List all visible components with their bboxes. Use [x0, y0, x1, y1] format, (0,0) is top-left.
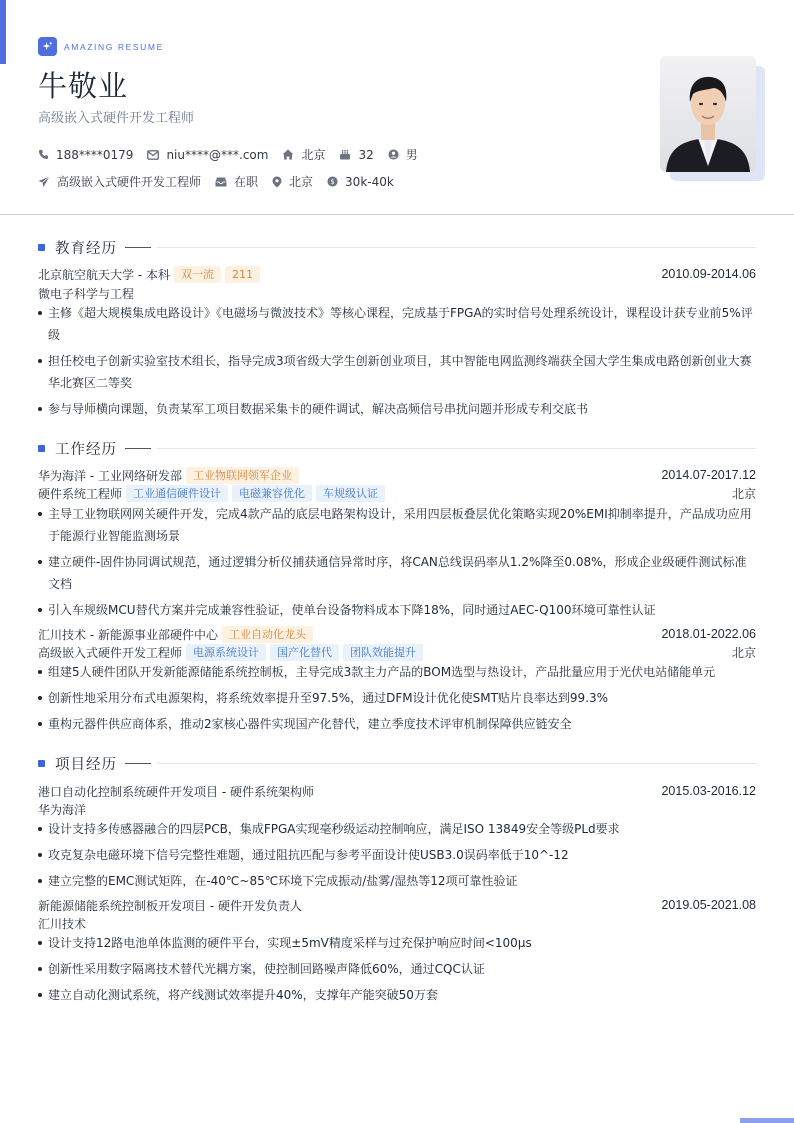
city-value: 北京	[301, 148, 326, 162]
work-role-row	[38, 643, 756, 661]
status-item	[215, 173, 258, 190]
list-item: 设计支持多传感器融合的四层PCB，集成FPGA实现毫秒级运动控制响应，满足ISO 13849安全等级PLd要求	[38, 818, 756, 840]
phone-value: 188****0179	[56, 147, 134, 162]
project-org: 汇川技术	[38, 916, 87, 931]
list-item: 组建5人硬件团队开发新能源储能系统控制板，主导完成3款主力产品的BOM选型与热设计，产品批量应用于光伏电站储能单元	[38, 661, 756, 683]
education-date: 2010.09-2014.06	[661, 267, 756, 281]
work-bullets	[38, 661, 756, 739]
email-value: niu****@***.com	[166, 147, 269, 162]
phone-icon	[38, 149, 49, 160]
company-name: 汇川技术 - 新能源事业部硬件中心	[38, 627, 218, 642]
section-title: 项目经历	[55, 756, 117, 773]
home-icon	[282, 149, 294, 160]
section-bullet	[38, 760, 45, 767]
left-accent-bar	[0, 0, 6, 64]
list-item: 主修《超大规模集成电路设计》《电磁场与微波技术》等核心课程，完成基于FPGA的实时信号处理系统设计，课程设计获专业前5%评级	[38, 302, 756, 346]
sparkle-icon	[38, 37, 57, 56]
section-education	[38, 237, 756, 257]
mail-icon	[147, 150, 159, 160]
project-date: 2019.05-2021.08	[661, 898, 756, 912]
section-projects	[38, 753, 756, 773]
contact-row-2	[38, 173, 408, 190]
gender-value: 男	[405, 148, 418, 162]
work-header	[38, 625, 756, 643]
school-tag: 双一流	[174, 266, 221, 283]
cake-icon	[339, 149, 351, 160]
role-tag: 国产化替代	[270, 644, 339, 661]
location-pin-icon	[272, 176, 282, 188]
company-tag: 工业自动化龙头	[222, 626, 313, 643]
list-item: 建立硬件-固件协同调试规范，通过逻辑分析仪捕获通信异常时序，将CAN总线误码率从1.2%降至0.08%，形成企业级硬件测试标准文档	[38, 551, 756, 595]
brand	[38, 37, 164, 56]
project-org: 华为海洋	[38, 802, 87, 817]
age-item	[339, 148, 373, 162]
status-value: 在职	[234, 175, 259, 189]
section-title: 工作经历	[55, 441, 117, 458]
section-work	[38, 438, 756, 458]
role-tag: 工业通信硬件设计	[126, 485, 228, 502]
list-item: 参与导师横向课题，负责某军工项目数据采集卡的硬件调试，解决高频信号串扰问题并形成专利交底书	[38, 398, 756, 420]
target-position-item	[38, 173, 201, 190]
list-item: 攻克复杂电磁环境下信号完整性难题，通过阻抗匹配与参考平面设计使USB3.0误码率低于10^-12	[38, 844, 756, 866]
project-header	[38, 896, 756, 914]
section-title: 教育经历	[55, 240, 117, 257]
section-bullet	[38, 445, 45, 452]
project-bullets	[38, 932, 756, 1010]
project-bullets	[38, 818, 756, 896]
work-header	[38, 466, 756, 484]
profile-photo	[660, 56, 756, 172]
candidate-name: 牛敬业	[38, 69, 129, 103]
gender-item	[388, 146, 418, 163]
coin-icon	[327, 176, 338, 187]
list-item: 创新性地采用分布式电源架构，将系统效率提升至97.5%，通过DFM设计优化使SMT贴片良率达到99.3%	[38, 687, 756, 709]
email-item	[147, 148, 268, 162]
education-header	[38, 265, 756, 283]
school-name: 北京航空航天大学 - 本科	[38, 267, 170, 282]
inbox-icon	[215, 177, 227, 187]
list-item: 建立完整的EMC测试矩阵，在-40℃~85℃环境下完成振动/盐雾/湿热等12项可靠性验证	[38, 870, 756, 892]
project-name: 新能源储能系统控制板开发项目 - 硬件开发负责人	[38, 898, 302, 913]
education-bullets	[38, 302, 756, 424]
section-bullet	[38, 244, 45, 251]
target-city-value: 北京	[289, 175, 314, 189]
list-item: 引入车规级MCU替代方案并完成兼容性验证，使单台设备物料成本下降18%，同时通过AEC-Q100环境可靠性认证	[38, 599, 756, 621]
company-tag: 工业物联网领军企业	[186, 467, 299, 484]
salary-item	[327, 175, 394, 189]
work-bullets	[38, 503, 756, 625]
work-location: 北京	[731, 486, 756, 501]
target-position-value: 高级嵌入式硬件开发工程师	[57, 175, 202, 189]
project-org-row	[38, 914, 756, 932]
header-divider	[0, 214, 794, 215]
send-icon	[38, 176, 50, 188]
education-major-row	[38, 284, 756, 302]
role-name: 高级嵌入式硬件开发工程师	[38, 645, 183, 660]
candidate-title: 高级嵌入式硬件开发工程师	[38, 111, 195, 126]
contact-row-1	[38, 146, 432, 163]
work-date: 2018.01-2022.06	[661, 627, 756, 641]
role-tag: 电磁兼容优化	[232, 485, 312, 502]
list-item: 设计支持12路电池单体监测的硬件平台，实现±5mV精度采样与过充保护响应时间<100μs	[38, 932, 756, 954]
list-item: 建立自动化测试系统，将产线测试效率提升40%，支撑年产能突破50万套	[38, 984, 756, 1006]
city-item	[282, 146, 325, 163]
svg-text:$: $	[330, 177, 335, 186]
role-tag: 电源系统设计	[186, 644, 266, 661]
brand-text: AMAZING RESUME	[64, 41, 164, 52]
phone-item	[38, 148, 133, 162]
salary-value: 30k-40k	[345, 174, 394, 189]
list-item: 重构元器件供应商体系，推动2家核心器件实现国产化替代，建立季度技术评审机制保障供应链安全	[38, 713, 756, 735]
list-item: 担任校电子创新实验室技术组长，指导完成3项省级大学生创新创业项目，其中智能电网监测终端获全国大学生集成电路创新创业大赛华北赛区二等奖	[38, 350, 756, 394]
school-tag: 211	[225, 266, 260, 283]
target-city-item	[272, 173, 313, 190]
company-name: 华为海洋 - 工业网络研发部	[38, 468, 182, 483]
work-date: 2014.07-2017.12	[661, 468, 756, 482]
project-header	[38, 782, 756, 800]
project-name: 港口自动化控制系统硬件开发项目 - 硬件系统架构师	[38, 784, 314, 799]
role-tag: 团队效能提升	[343, 644, 423, 661]
list-item: 主导工业物联网网关硬件开发，完成4款产品的底层电路架构设计，采用四层板叠层优化策略实现20%EMI抑制率提升，产品成功应用于能源行业智能监测场景	[38, 503, 756, 547]
list-item: 创新性采用数字隔离技术替代光耦方案，使控制回路噪声降低60%，通过CQC认证	[38, 958, 756, 980]
role-name: 硬件系统工程师	[38, 486, 123, 501]
age-value: 32	[358, 147, 374, 162]
bottom-accent-bar	[740, 1118, 794, 1123]
work-role-row	[38, 484, 756, 502]
project-org-row	[38, 800, 756, 818]
work-location: 北京	[731, 645, 756, 660]
major: 微电子科学与工程	[38, 286, 135, 301]
user-icon	[388, 149, 399, 160]
project-date: 2015.03-2016.12	[661, 784, 756, 798]
role-tag: 车规级认证	[316, 485, 385, 502]
